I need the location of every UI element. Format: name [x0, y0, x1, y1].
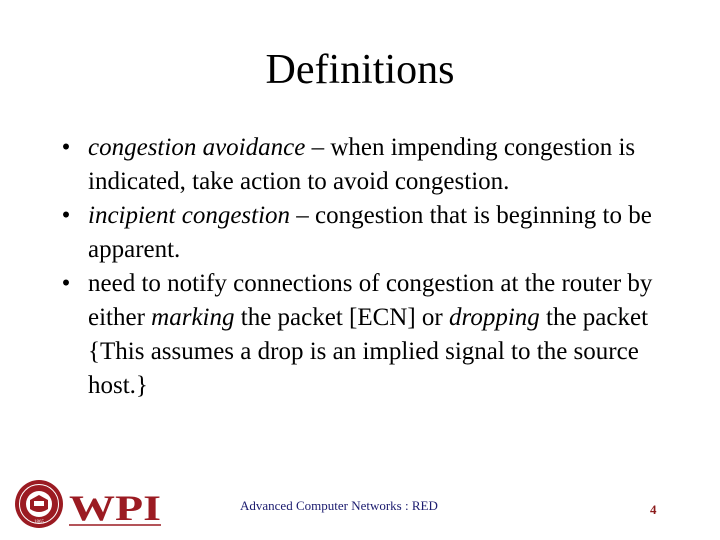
bullet-item	[56, 267, 676, 403]
bullet-item	[56, 199, 676, 267]
bullet-text: need to notify connections of congestion at the router by either	[88, 270, 653, 331]
bullet-text: the packet {This assumes a drop is an implied signal to the source host.}	[88, 304, 649, 399]
bullet-dot-icon: •	[61, 134, 71, 161]
bullet-dot-icon: •	[61, 202, 71, 229]
slide-title: Definitions	[265, 47, 455, 93]
seal-year: 1865	[34, 520, 44, 525]
bullet-text: – congestion that is beginning to be apparent.	[88, 202, 652, 263]
bullet-item	[56, 131, 676, 199]
bullet-list	[56, 131, 676, 403]
bullet-text: the packet [ECN] or	[234, 304, 450, 331]
bullet-term: dropping	[449, 304, 540, 331]
wpi-seal-icon	[15, 480, 63, 528]
wpi-logo	[14, 478, 164, 530]
bullet-term: congestion avoidance	[88, 134, 306, 161]
bullet-term: incipient congestion	[88, 202, 291, 229]
bullet-text: – when impending congestion is indicated, take action to avoid congestion.	[88, 134, 636, 195]
wpi-wordmark: WPI	[69, 488, 161, 528]
bullet-dot-icon: •	[61, 270, 71, 297]
footer-course-title: Advanced Computer Networks : RED	[240, 498, 438, 513]
bullet-term: marking	[151, 304, 235, 331]
page-number: 4	[650, 502, 657, 517]
